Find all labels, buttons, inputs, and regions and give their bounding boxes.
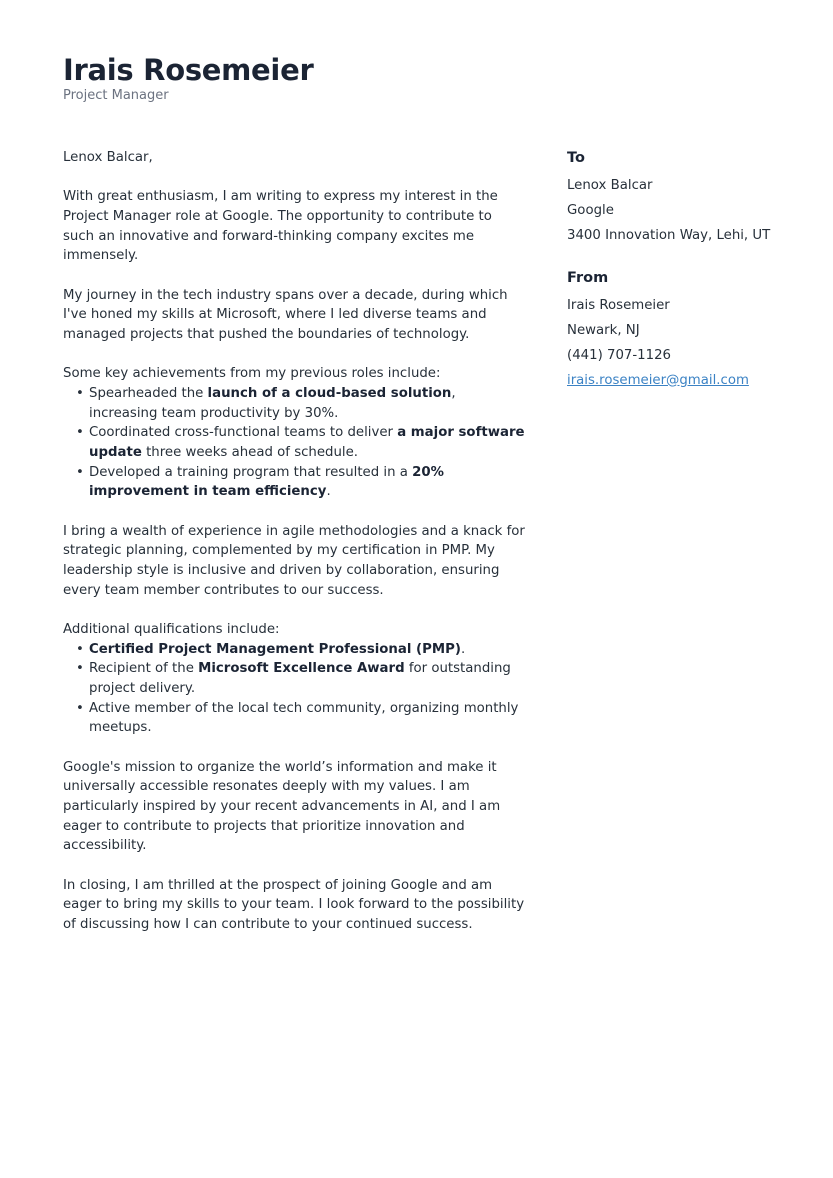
salutation: Lenox Balcar,: [63, 150, 153, 165]
paragraph-experience: My journey in the tech industry spans over a decade, during which I've honed my skills at Microsoft, where I led diverse teams and managed projects that pushed the boundaries of technology.: [63, 287, 508, 342]
qualifications-list: [63, 640, 525, 739]
to-heading: To: [567, 150, 585, 166]
recipient-block: [567, 148, 807, 248]
sender-block: [567, 268, 807, 393]
sender-role: Project Manager: [63, 88, 169, 103]
achievements-intro: Some key achievements from my previous roles include:: [63, 366, 441, 382]
contact-sidebar: [567, 148, 807, 414]
list-item: • Recipient of the Microsoft Excellence Award for outstanding project delivery.: [63, 659, 525, 698]
from-heading: From: [567, 270, 609, 287]
list-item: • Developed a training program that resulted in a 20% improvement in team efficiency.: [63, 463, 525, 502]
list-item: • Certified Project Management Professional (PMP).: [63, 640, 525, 660]
qualifications-intro: Additional qualifications include:: [63, 621, 280, 637]
sender-name: Irais Rosemeier: [567, 298, 670, 314]
recipient-name: Lenox Balcar: [567, 178, 653, 193]
sender-name-title: Irais Rosemeier: [63, 53, 314, 87]
paragraph-mission: Google's mission to organize the world’s information and make it universally accessible resonates deeply with my values. I am particularly inspired by your recent advancements in AI, and I am eager to contribute to projects that prioritize innovation and accessibility.: [63, 759, 501, 854]
sender-location: Newark, NJ: [567, 323, 640, 339]
paragraph-skills: I bring a wealth of experience in agile methodologies and a knack for strategic planning, complemented by my certification in PMP. My leadership style is inclusive and driven by collaboration, ensuring every team member contributes to our success.: [63, 523, 525, 598]
recipient-address: 3400 Innovation Way, Lehi, UT: [567, 227, 771, 243]
sender-email-link[interactable]: irais.rosemeier@gmail.com: [567, 372, 749, 388]
list-item: • Active member of the local tech community, organizing monthly meetups.: [63, 699, 525, 738]
recipient-company: Google: [567, 202, 614, 218]
letter-body: [63, 148, 525, 954]
list-item: • Coordinated cross-functional teams to deliver a major software update three weeks ahead of schedule.: [63, 423, 525, 462]
list-item: • Spearheaded the launch of a cloud-based solution, increasing team productivity by 30%.: [63, 384, 525, 423]
paragraph-intro: With great enthusiasm, I am writing to express my interest in the Project Manager role at Google. The opportunity to contribute to such an innovative and forward-thinking company excites me immensely.: [63, 189, 498, 264]
achievements-list: [63, 384, 525, 502]
paragraph-closing: In closing, I am thrilled at the prospect of joining Google and am eager to bring my skills to your team. I look forward to the possibility of discussing how I can contribute to your continued success.: [63, 877, 525, 932]
letter-header: [63, 52, 313, 104]
sender-phone: (441) 707-1126: [567, 347, 671, 363]
